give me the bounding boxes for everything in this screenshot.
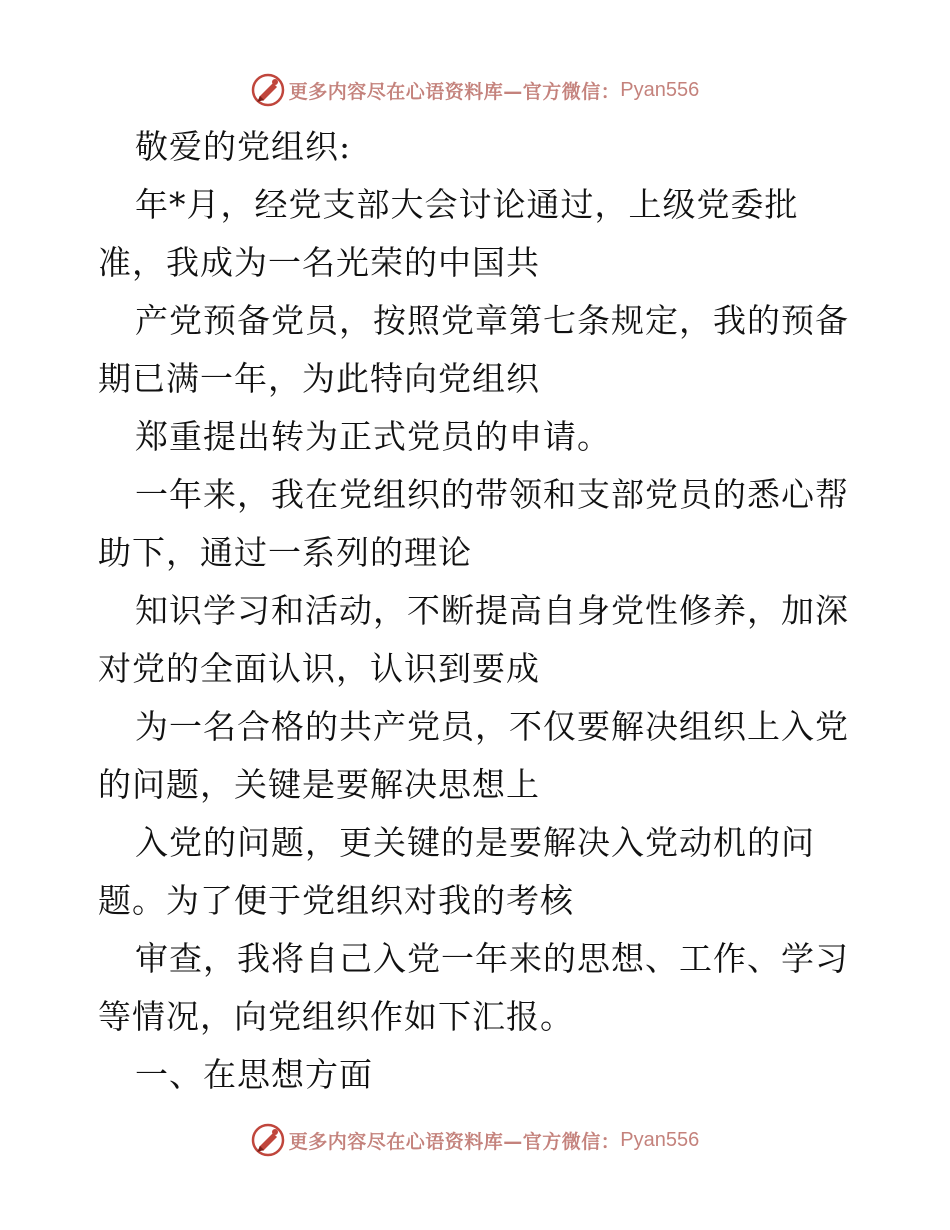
paragraph-line: 准，我成为一名光荣的中国共 — [98, 243, 540, 282]
watermark-wechat-id: Pyan556 — [620, 1128, 700, 1151]
pen-logo-icon — [251, 1123, 285, 1157]
salutation: 敬爱的党组织: — [135, 127, 352, 166]
document-body — [98, 118, 858, 1104]
paragraph-line: 对党的全面认识，认识到要成 — [98, 649, 540, 688]
paragraph-line: 助下，通过一系列的理论 — [98, 533, 472, 572]
watermark-text: 更多内容尽在心语资料库—官方微信： — [288, 1130, 621, 1153]
paragraph-line: 产党预备党员，按照党章第七条规定，我的预备 — [135, 301, 849, 340]
paragraph-line: 期已满一年，为此特向党组织 — [98, 359, 540, 398]
paragraph-line: 一年来，我在党组织的带领和支部党员的悉心帮 — [135, 475, 849, 514]
watermark-banner-top — [0, 70, 950, 110]
paragraph-line: 等情况，向党组织作如下汇报。 — [98, 997, 574, 1036]
paragraph-line: 的问题，关键是要解决思想上 — [98, 765, 540, 804]
paragraph-line: 为一名合格的共产党员，不仅要解决组织上入党 — [135, 707, 849, 746]
paragraph-line: 题。为了便于党组织对我的考核 — [98, 881, 574, 920]
watermark-wechat-id: Pyan556 — [620, 78, 700, 101]
pen-logo-icon — [251, 73, 285, 107]
paragraph-line: 审查，我将自己入党一年来的思想、工作、学习 — [135, 939, 849, 978]
watermark-text: 更多内容尽在心语资料库—官方微信： — [288, 80, 621, 103]
paragraph-line: 郑重提出转为正式党员的申请。 — [135, 417, 611, 456]
paragraph-line: 入党的问题，更关键的是要解决入党动机的问 — [135, 823, 815, 862]
paragraph-line: 年*月，经党支部大会讨论通过，上级党委批 — [135, 185, 799, 224]
section-heading: 一、在思想方面 — [135, 1055, 373, 1094]
paragraph-line: 知识学习和活动，不断提高自身党性修养，加深 — [135, 591, 849, 630]
watermark-banner-bottom — [0, 1120, 950, 1160]
